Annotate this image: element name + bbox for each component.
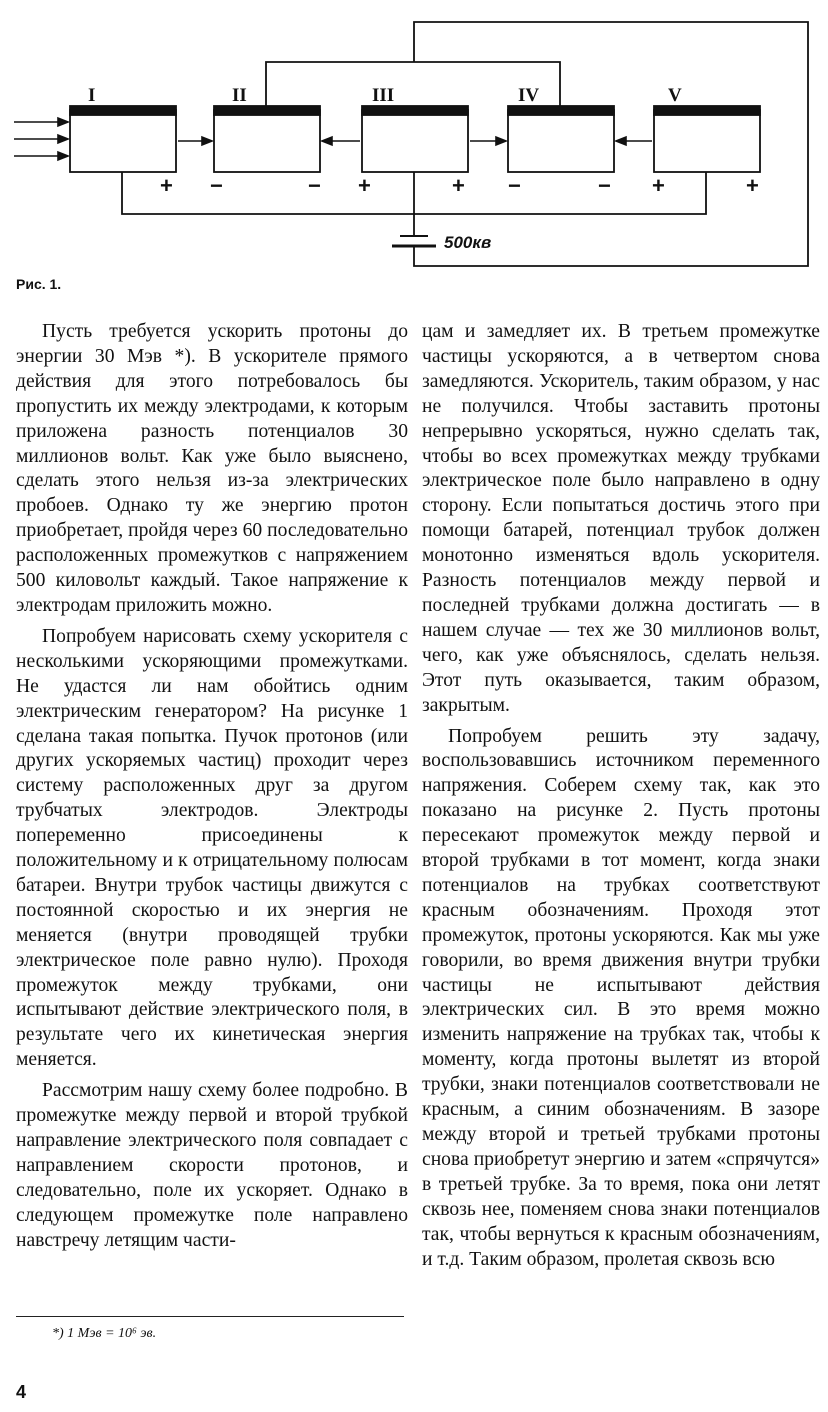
tube-label: II (232, 85, 247, 106)
polarity-sign: − (308, 173, 321, 198)
text-column-right (422, 320, 820, 1272)
text-column-left (16, 320, 408, 1254)
voltage-label: 500кв (444, 233, 492, 252)
paragraph: Пусть требуется ускорить протоны до энергии 30 Мэв *). В ускорителе прямого действия для этого потребовалось бы пропустить их между электродами, к которым приложена разность потенциалов 30 миллионов вольт. Как уже было выяснено, сделать этого нельзя из-за электрических пробоев. Однако ту же энергию протон приобретает, пройдя через 60 последовательно расположенных промежутков с напряжением 500 киловольт каждый. Такое напряжение к электродам приложить можно. (16, 321, 408, 616)
polarity-sign: + (452, 173, 465, 198)
footnote-divider (16, 1316, 404, 1317)
paragraph: Попробуем решить эту задачу, воспользовавшись источником переменного напряжения. Соберем схему так, как это показано на рисунке 2. Пусть протоны пересекают промежуток между первой и второй трубками в тот момент, когда знаки потенциалов на трубках соответствуют красным обозначениям. Проходя этот промежуток, протоны ускоряются. Как мы уже говорили, во время движения внутри трубки частицы не испытывают действия электрических сил. В это время можно изменить напряжение на трубках так, чтобы к моменту, когда протоны вылетят из второй трубки, знаки потенциалов соответствовали не красным, а синим обозначениям. В зазоре между второй и третьей трубками протоны снова приобретут энергию и затем «спрячутся» в третьей трубке. За то время, пока они летят сквозь нее, поменяем снова знаки потенциалов так, чтобы вернуться к красным обозначениям, и т.д. Таким образом, пролетая сквозь всю (422, 725, 820, 1270)
proton-beam-arrows (14, 118, 68, 160)
page-number: 4 (16, 1382, 27, 1402)
polarity-sign: − (210, 173, 223, 198)
figure-caption: Рис. 1. (16, 276, 62, 292)
paragraph: Рассмотрим нашу схему более подробно. В промежутке между первой и второй трубкой направление электрического поля совпадает с направлением скорости протонов, и следовательно, поле их ускоряет. Однако в следующем промежутке поле направлено навстречу летящим части- (16, 1080, 408, 1251)
accelerator-diagram (0, 0, 828, 300)
tube-2 (214, 106, 320, 172)
polarity-sign: + (160, 173, 173, 198)
battery-symbol (392, 236, 436, 246)
polarity-sign: + (358, 173, 371, 198)
tube-4 (508, 106, 614, 172)
polarity-sign: + (746, 173, 759, 198)
tube-1 (70, 106, 176, 172)
tube-label: I (88, 85, 96, 106)
tube-label: III (372, 85, 395, 106)
paragraph: цам и замедляет их. В третьем промежутке частицы ускоряются, а в четвертом снова замедляются. Ускоритель, таким образом, у нас не получился. Чтобы заставить протоны непрерывно ускоряться, нужно сделать так, чтобы во всех промежутках между трубками электрическое поле было направлено в одну сторону. Если попытаться достичь этого при помощи батарей, потенциал трубок должен монотонно изменяться вдоль ускорителя. Разность потенциалов между первой и последней трубками должна достигать — в нашем случае — тех же 30 миллионов вольт, чего, как уже объяснялось, сделать нельзя. Этот путь оказывается, таким образом, закрытым. (422, 321, 820, 716)
tube-3 (362, 106, 468, 172)
tube-label: V (668, 85, 682, 106)
tube-label: IV (518, 85, 540, 106)
polarity-sign: − (598, 173, 611, 198)
paragraph: Попробуем нарисовать схему ускорителя с несколькими ускоряющими промежутками. Не удастся ли нам обойтись одним электрическим генератором? На рисунке 1 сделана такая попытка. Пучок протонов (или других ускоряемых частиц) проходит через систему расположенных друг за другом трубчатых электродов. Электроды попеременно присоединены к положительному и к отрицательному полюсам батареи. Внутри трубок частицы движутся с постоянной скоростью и их энергия не меняется (внутри проводящей трубки электрическое поле равно нулю). Проходя промежуток между трубками, они испытывают действие электрического поля, в результате чего их кинетическая энергия меняется. (16, 625, 408, 1071)
polarity-sign: − (508, 173, 521, 198)
polarity-sign: + (652, 173, 665, 198)
tube-5 (654, 106, 760, 172)
footnote: *) 1 Мэв = 10⁶ эв. (52, 1326, 157, 1341)
